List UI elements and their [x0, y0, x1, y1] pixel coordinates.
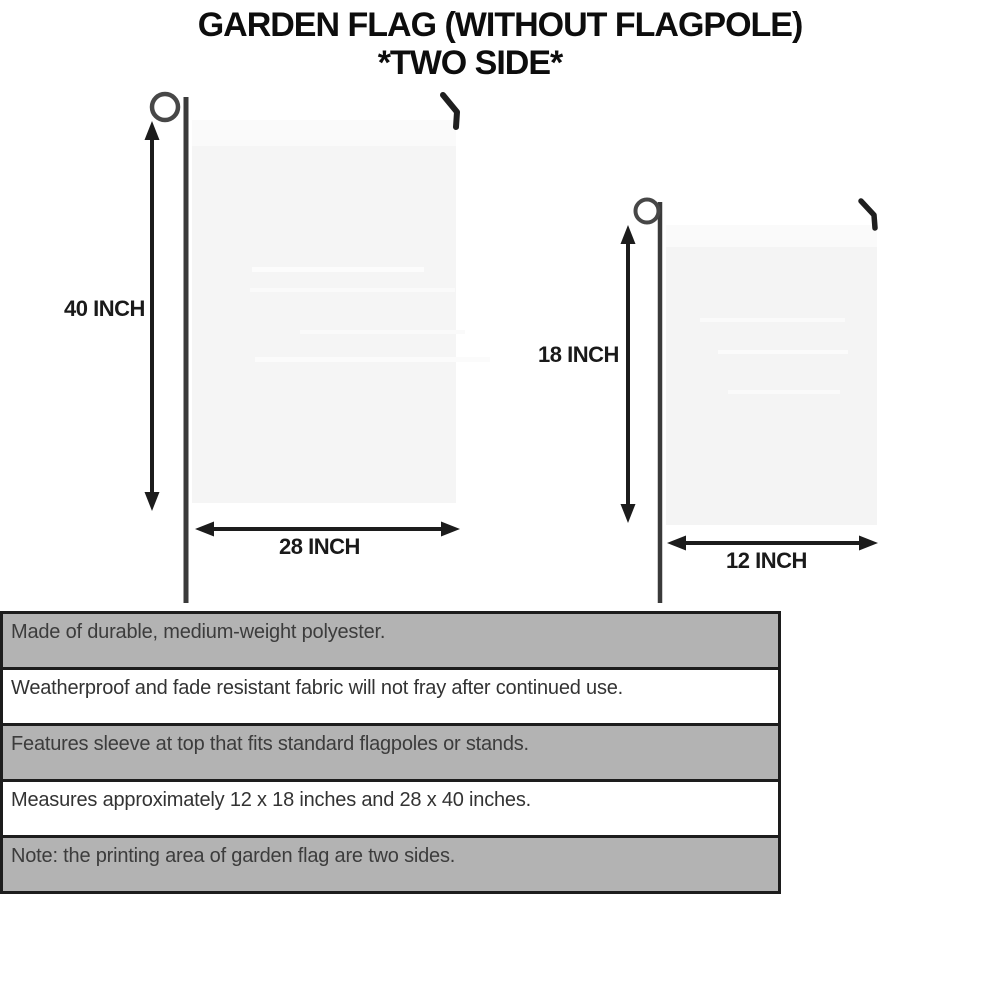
large-flag-group — [145, 94, 491, 603]
small-flag-height-label: 18 INCH — [538, 342, 619, 367]
feature-row: Measures approximately 12 x 18 inches and 28 x 40 inches. — [3, 782, 778, 838]
feature-row: Weatherproof and fade resistant fabric will not fray after continued use. — [3, 670, 778, 726]
page-title — [0, 6, 1000, 82]
small-pole-loop-icon — [636, 200, 659, 223]
large-height-arrow — [145, 121, 160, 511]
title-line-2: *TWO SIDE* — [377, 44, 563, 82]
small-flag-width-label: 12 INCH — [726, 548, 807, 573]
small-height-arrow — [621, 225, 636, 523]
small-flag-canvas — [666, 225, 877, 525]
small-flag-group — [621, 200, 879, 604]
feature-row: Made of durable, medium-weight polyester. — [3, 614, 778, 670]
large-pole-loop-icon — [152, 94, 178, 120]
large-flag-sleeve — [192, 120, 456, 146]
small-flag-hook-icon — [861, 201, 875, 228]
large-flag-width-label: 28 INCH — [279, 534, 360, 559]
feature-row: Features sleeve at top that fits standard flagpoles or stands. — [3, 726, 778, 782]
title-line-1: GARDEN FLAG (WITHOUT FLAGPOLE) — [197, 6, 803, 44]
feature-table — [0, 611, 781, 894]
small-flag-sleeve — [666, 225, 877, 247]
large-flag-hook-icon — [443, 95, 457, 127]
feature-row: Note: the printing area of garden flag are two sides. — [3, 838, 778, 891]
large-flag-canvas — [192, 120, 456, 503]
large-flag-height-label: 40 INCH — [64, 296, 145, 321]
